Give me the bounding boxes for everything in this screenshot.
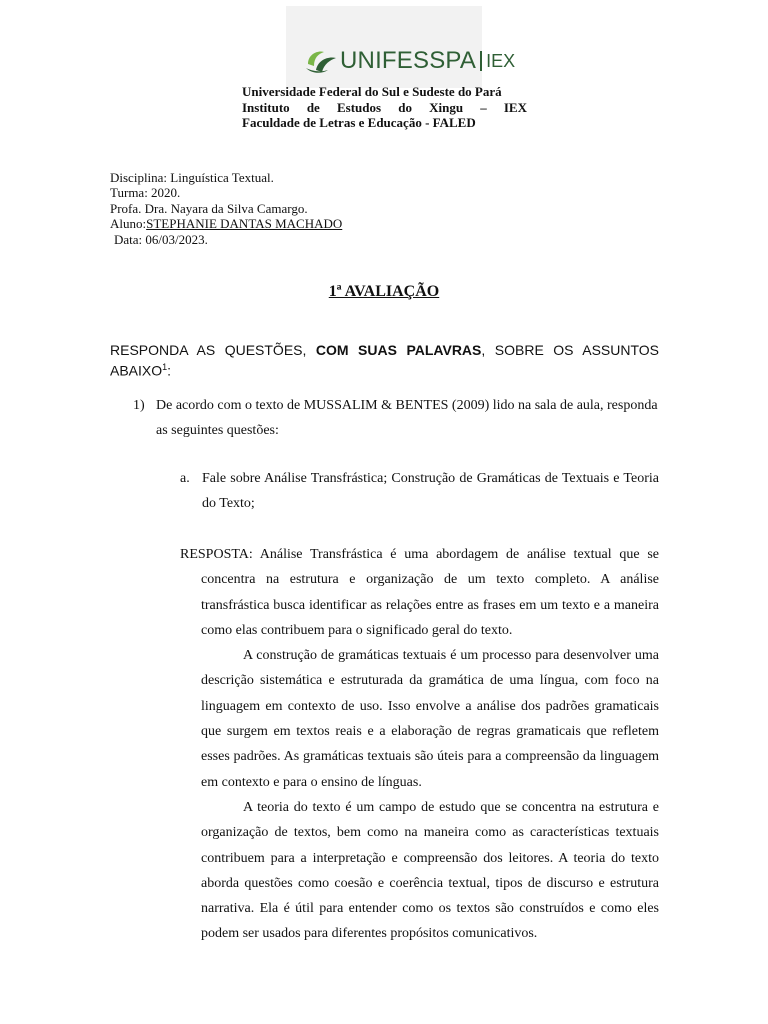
student-name: STEPHANIE DANTAS MACHADO xyxy=(146,216,343,232)
question-text: De acordo com o texto de MUSSALIM & BENTES (2009) lido na sala de aula, responda as seguintes questões: xyxy=(156,398,658,438)
student-label: Aluno: xyxy=(110,216,147,232)
institution-header xyxy=(242,84,527,131)
question-letter: a. xyxy=(180,471,190,486)
institution-line-3: Faculdade de Letras e Educação - FALED xyxy=(242,115,476,130)
question-1 xyxy=(133,393,660,443)
logo-unit-text: IEX xyxy=(486,50,516,71)
professor-line: Profa. Dra. Nayara da Silva Camargo. xyxy=(110,200,308,216)
turma-line: Turma: 2020. xyxy=(110,185,181,201)
instructions-part-1: RESPONDA AS QUESTÕES, xyxy=(110,342,316,358)
leaf-logo-icon xyxy=(304,46,338,76)
instructions xyxy=(110,342,659,380)
instructions-part-2: , SOBRE OS ASSUNTOS ABAIXO xyxy=(110,342,659,379)
question-a xyxy=(180,466,659,516)
logo-separator xyxy=(480,51,482,71)
question-a-text: Fale sobre Análise Transfrástica; Construção de Gramáticas de Textuais e Teoria do Texto; xyxy=(202,471,659,511)
instructions-emphasis: COM SUAS PALAVRAS xyxy=(315,342,482,358)
document-metadata xyxy=(110,170,342,247)
date-line: Data: 06/03/2023. xyxy=(114,231,208,247)
student-line xyxy=(110,216,342,231)
institution-line-1: Universidade Federal do Sul e Sudeste do Pará xyxy=(242,84,502,99)
institution-line-2: Instituto de Estudos do Xingu – IEX xyxy=(242,99,527,115)
question-number: 1) xyxy=(133,398,145,413)
logo-brand-text: UNIFESSPA xyxy=(340,47,477,74)
university-logo xyxy=(286,6,516,88)
answer-block xyxy=(180,542,659,947)
page-title: 1ª AVALIAÇÃO xyxy=(328,283,440,300)
footnote-mark: 1 xyxy=(162,362,168,372)
disciplina-line: Disciplina: Linguística Textual. xyxy=(110,170,274,185)
instructions-end: : xyxy=(167,362,172,379)
answer-paragraph-2: A construção de gramáticas textuais é um processo para desenvolver uma descrição sistemática e estruturada da gramática de uma língua, com foco na linguagem em contexto de uso. Isso envolve a análise dos padrões gramaticais que surgem em textos reais e a elaboração de regras gramaticais que refletem esses padrões. As gramáticas textuais são úteis para a compreensão da linguagem em contexto e para o ensino de línguas. xyxy=(201,648,659,790)
answer-paragraph-1: RESPOSTA: Análise Transfrástica é uma abordagem de análise textual que se concentra na estrutura e organização de um texto completo. A análise transfrástica busca identificar as relações entre as frases em um texto e a maneira como elas contribuem para o significado geral do texto. xyxy=(180,547,659,638)
answer-paragraph-3: A teoria do texto é um campo de estudo que se concentra na estrutura e organização de textos, bem como na maneira como as características textuais contribuem para a interpretação e compreensão dos leitores. A teoria do texto aborda questões como coesão e coerência textual, tipos de discurso e estrutura narrativa. Ela é útil para entender como os textos são construídos e como eles podem ser usados para diferentes propósitos comunicativos. xyxy=(201,799,659,942)
